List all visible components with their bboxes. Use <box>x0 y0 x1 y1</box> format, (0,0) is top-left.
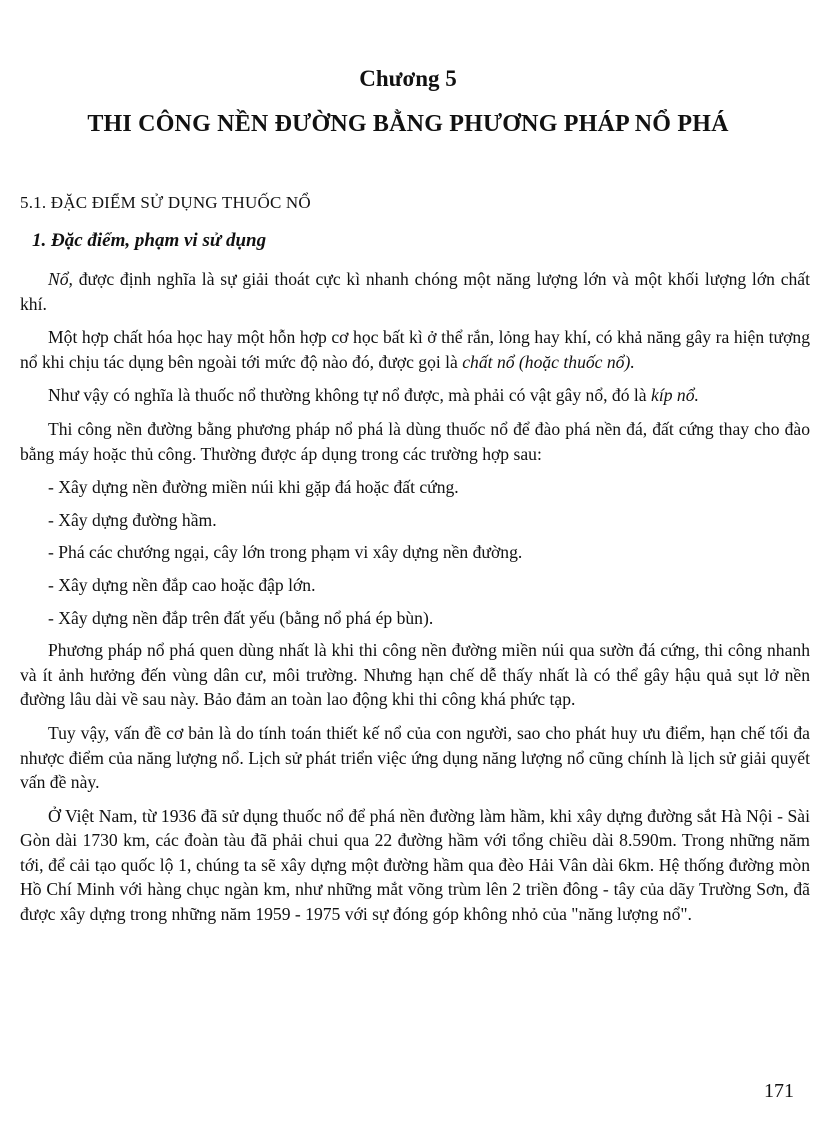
list-item: - Xây dựng nền đắp cao hoặc đập lớn. <box>48 574 316 595</box>
paragraph-text: Một hợp chất hóa học hay một hỗn hợp cơ học bất kì ở thể rắn, lỏng hay khí, có khả năng gây ra hiện tượng nổ khi chịu tác dụng bên ngoài tới mức độ nào đó, được gọi là <box>20 327 810 372</box>
italic-term: kíp nổ. <box>651 385 699 406</box>
italic-term: chất nổ (hoặc thuốc nổ). <box>462 351 635 372</box>
application-list <box>20 475 810 630</box>
list-item: - Phá các chướng ngại, cây lớn trong phạm vi xây dựng nền đường. <box>48 542 523 563</box>
paragraph-applications: Thi công nền đường bằng phương pháp nổ phá là dùng thuốc nổ để đào phá nền đá, đất cứng thay cho đào bằng máy hoặc thủ công. Thường được áp dụng trong các trường hợp sau: <box>20 418 810 464</box>
paragraph-advantages: Phương pháp nổ phá quen dùng nhất là khi thi công nền đường miền núi qua sườn đá cứng, thi công nhanh và ít ảnh hưởng đến vùng dân cư, môi trường. Nhưng hạn chế dễ thấy nhất là có thể gây hậu quả sụt lở nền đường lâu dài về sau này. Bảo đảm an toàn lao động khi thi công khá phức tạp. <box>20 640 810 710</box>
paragraph-design: Tuy vậy, vấn đề cơ bản là do tính toán thiết kế nổ của con người, sao cho phát huy ưu điểm, hạn chế tối đa nhược điểm của năng lượng nổ. Lịch sử phát triển việc ứng dụng năng lượng nổ cũng chính là lịch sử giải quyết vấn đề này. <box>20 722 810 793</box>
chapter-label: Chương 5 <box>359 66 457 91</box>
paragraph-explosive-compound <box>20 325 810 374</box>
paragraph-definition <box>20 267 810 316</box>
body-text <box>20 267 810 936</box>
italic-term: Nổ, <box>48 269 73 289</box>
paragraph-detonator <box>20 383 810 408</box>
section-heading: 5.1. ĐẶC ĐIỂM SỬ DỤNG THUỐC NỔ <box>20 193 311 212</box>
subsection-heading: 1. Đặc điểm, phạm vi sử dụng <box>32 230 267 251</box>
paragraph-text: Như vậy có nghĩa là thuốc nổ thường không tự nổ được, mà phải có vật gây nổ, đó là <box>48 385 652 406</box>
chapter-title: THI CÔNG NỀN ĐƯỜNG BẰNG PHƯƠNG PHÁP NỔ PHÁ <box>87 111 729 137</box>
paragraph-vietnam-history: Ở Việt Nam, từ 1936 đã sử dụng thuốc nổ để phá nền đường làm hầm, khi xây dựng đường sắt Hà Nội - Sài Gòn dài 1730 km, các đoàn tàu đã phải chui qua 22 đường hầm với tổng chiều dài 8.590m. Trong những năm tới, để cải tạo quốc lộ 1, chúng ta sẽ xây dựng một đường hầm qua đèo Hải Vân dài 6km. Hệ thống đường mòn Hồ Chí Minh với hàng chục ngàn km, như những mắt võng trùm lên 2 triền đông - tây của dãy Trường Sơn, đã được xây dựng trong những năm 1959 - 1975 với sự đóng góp không nhỏ của "năng lượng nổ". <box>20 805 810 925</box>
list-item: - Xây dựng nền đường miền núi khi gặp đá hoặc đất cứng. <box>48 477 459 498</box>
page-number: 171 <box>764 1080 794 1102</box>
list-item: - Xây dựng đường hầm. <box>48 509 217 530</box>
paragraph-text: được định nghĩa là sự giải thoát cực kì nhanh chóng một năng lượng lớn và một khối lượng lớn chất khí. <box>20 269 810 314</box>
list-item: - Xây dựng nền đắp trên đất yếu (bằng nổ phá ép bùn). <box>48 607 434 628</box>
